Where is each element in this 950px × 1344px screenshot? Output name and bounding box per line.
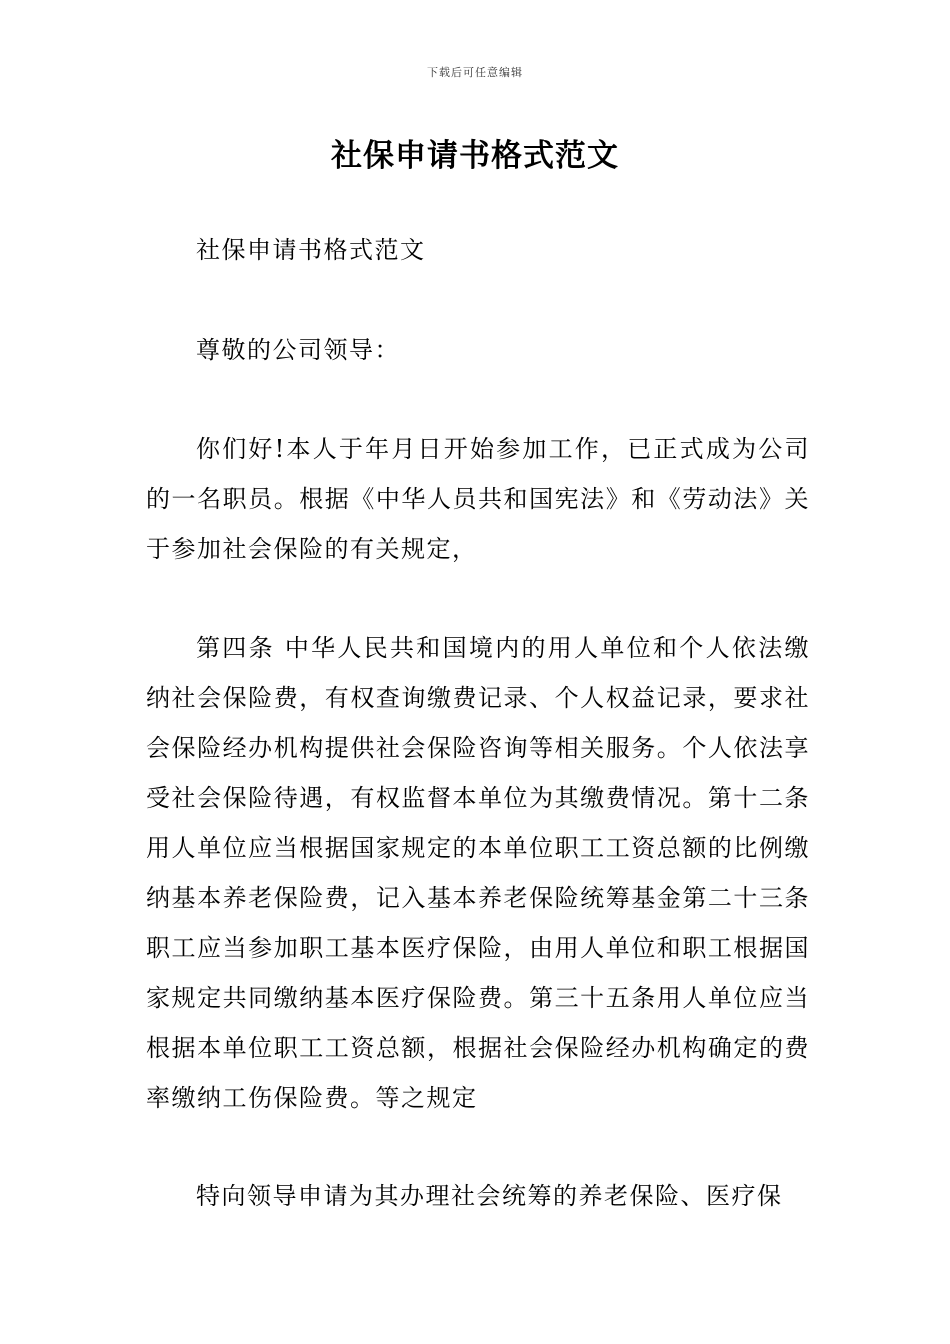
header-note: 下载后可任意编辑 [427, 66, 523, 79]
salutation: 尊敬的公司领导： [196, 336, 400, 364]
paragraph-request: 特向领导申请为其办理社会统筹的养老保险、医疗保 [196, 1182, 783, 1210]
paragraph-intro: 你们好!本人于年月日开始参加工作，已正式成为公司的一名职员。根据《中华人员共和国宪法》和《劳动法》关于参加社会保险的有关规定， [146, 435, 810, 563]
document-subtitle: 社保申请书格式范文 [196, 236, 426, 264]
document-title: 社保申请书格式范文 [331, 138, 619, 174]
paragraph-articles: 第四条 中华人民共和国境内的用人单位和个人依法缴纳社会保险费，有权查询缴费记录、个人权益记录，要求社会保险经办机构提供社会保险咨询等相关服务。个人依法享受社会保险待遇，有权监督本单位为其缴费情况。第十二条用人单位应当根据国家规定的本单位职工工资总额的比例缴纳基本养老保险费，记入基本养老保险统筹基金第二十三条职工应当参加职工基本医疗保险，由用人单位和职工根据国家规定共同缴纳基本医疗保险费。第三十五条用人单位应当根据本单位职工工资总额，根据社会保险经办机构确定的费率缴纳工伤保险费。等之规定 [146, 634, 810, 1112]
